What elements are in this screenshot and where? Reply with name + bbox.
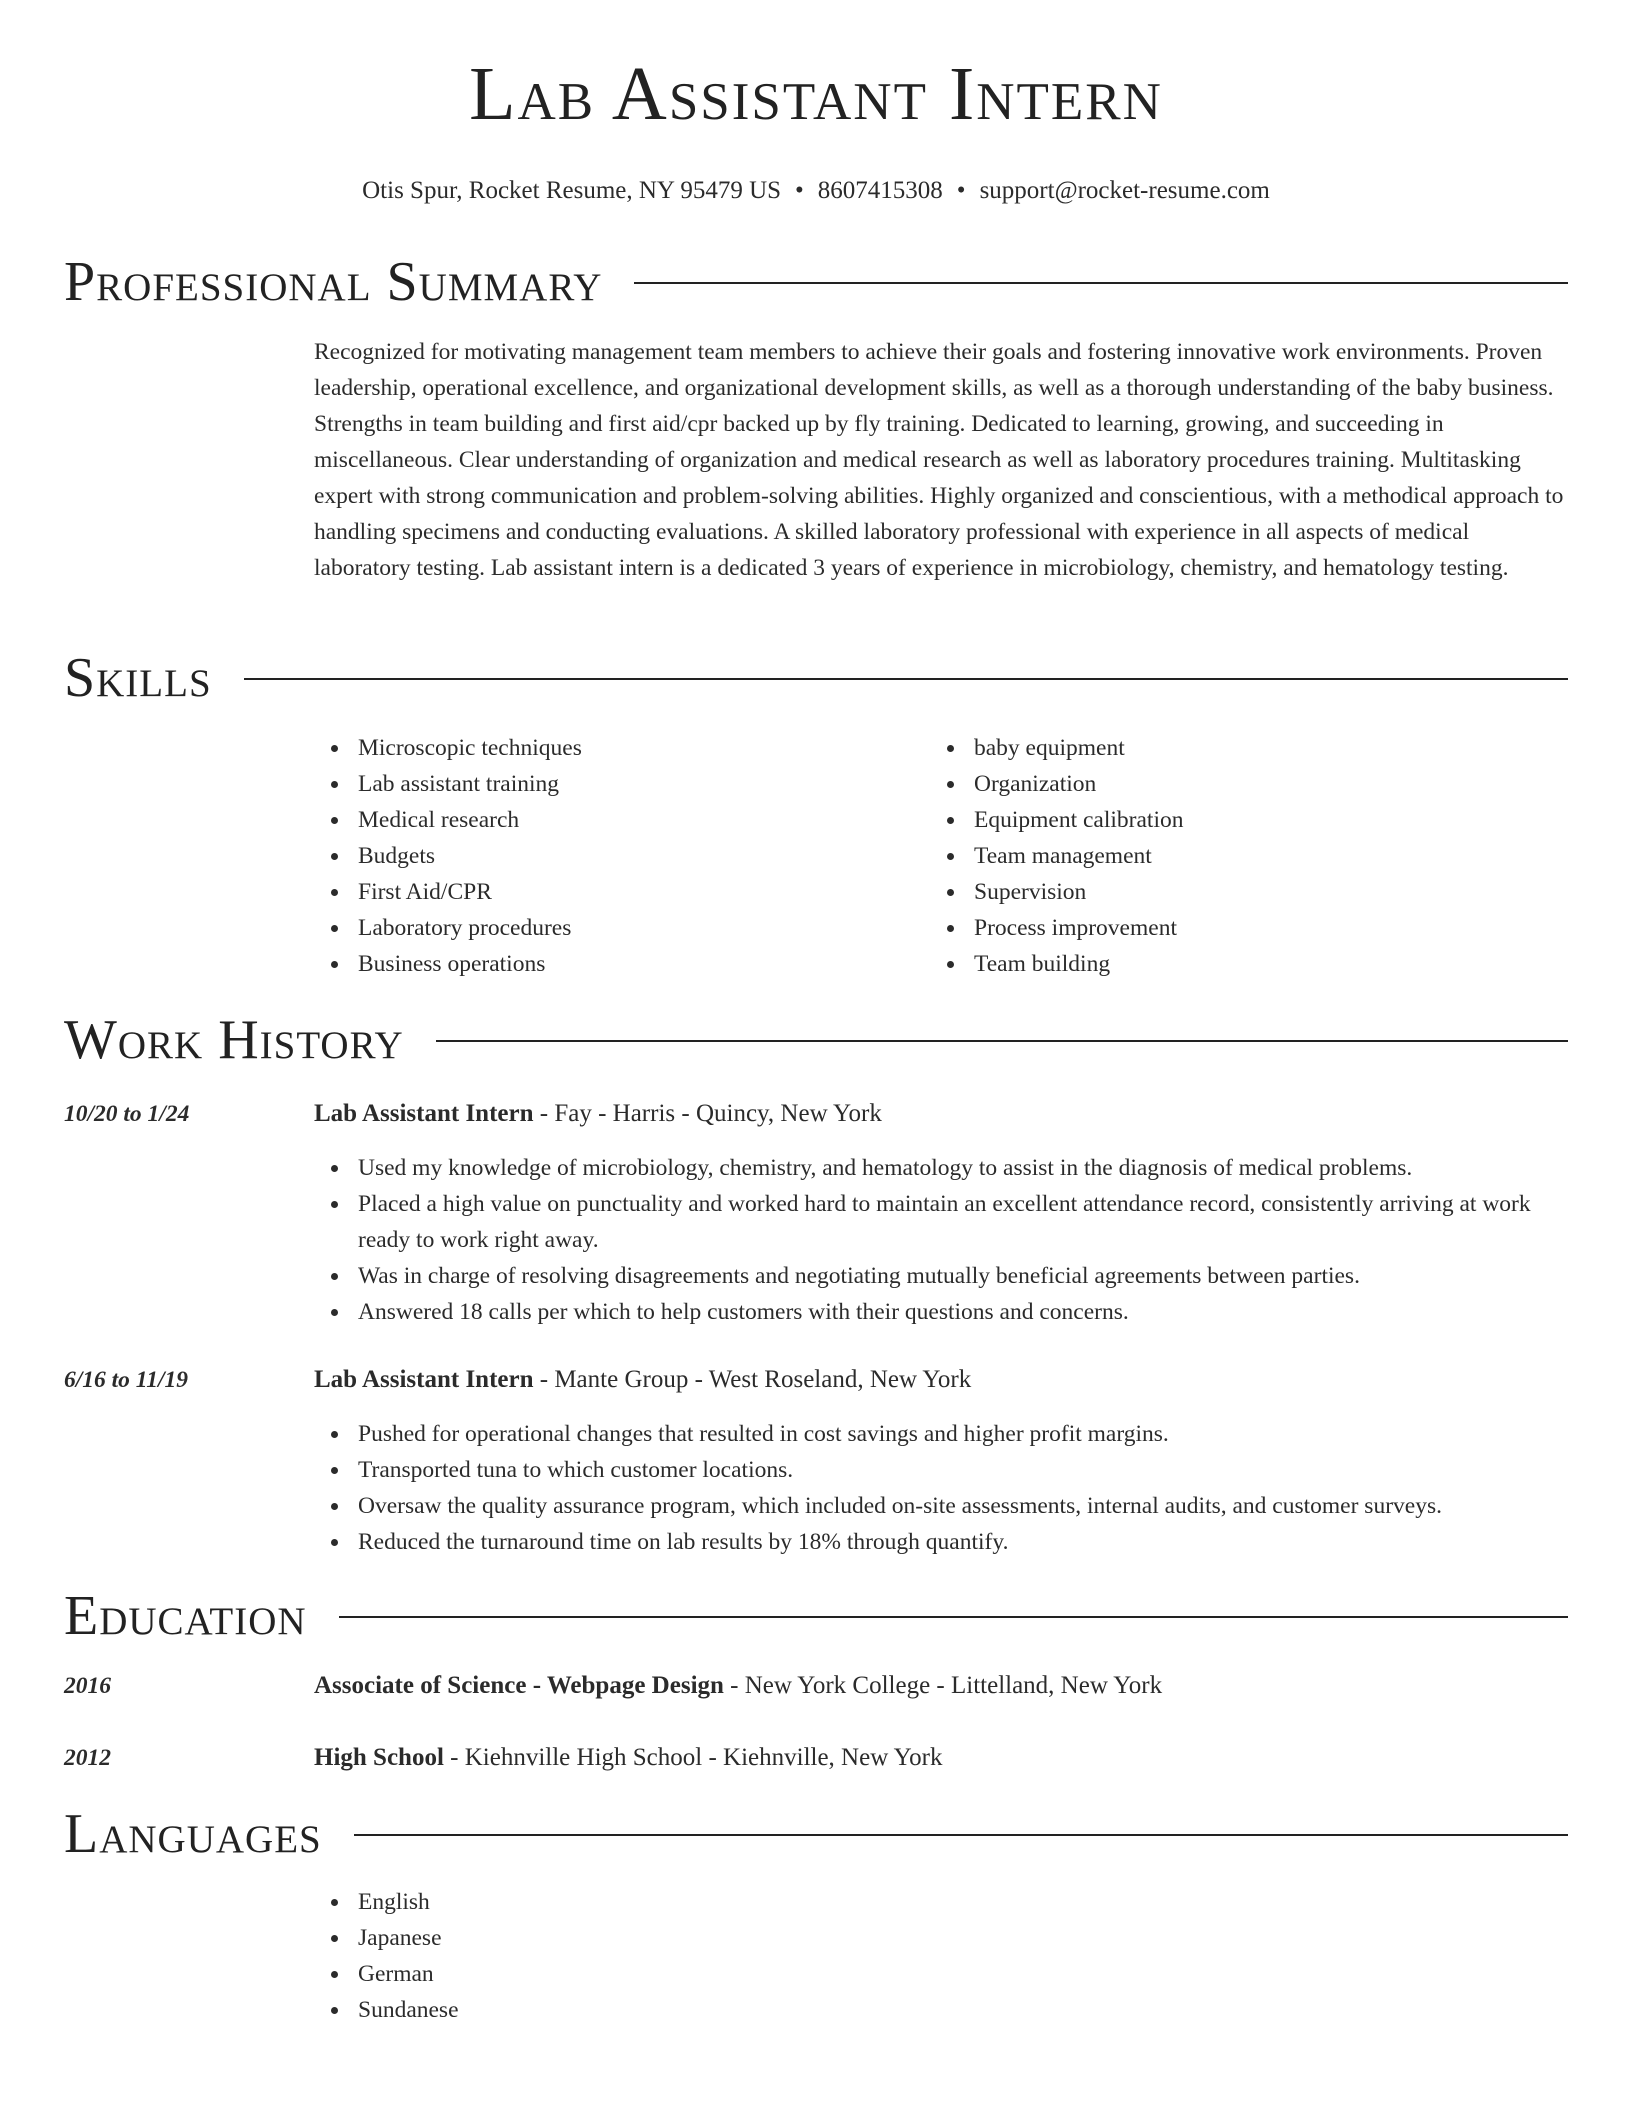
- education-school: - Kiehnville High School - Kiehnville, New York: [443, 1744, 943, 1771]
- education-heading: Education: [64, 1585, 307, 1647]
- job-duties: [314, 1150, 1568, 1330]
- skill-item: Budgets: [358, 838, 930, 874]
- resume-title: Lab Assistant Intern: [469, 52, 1163, 136]
- job-heading: [314, 1362, 1568, 1398]
- section-divider: [339, 1616, 1568, 1618]
- education-entry: [314, 1668, 1568, 1704]
- skill-item: Business operations: [358, 946, 930, 982]
- languages-heading: Languages: [64, 1803, 322, 1865]
- skills-heading: Skills: [64, 647, 212, 709]
- contact-separator: •: [795, 177, 804, 204]
- languages-block: [314, 1884, 1568, 2028]
- education-section-header: [64, 1585, 1568, 1647]
- skill-item: Medical research: [358, 802, 930, 838]
- summary-text: Recognized for motivating management team members to achieve their goals and fostering innovative work environments. Proven leadership, operational excellence, and organizational development skills, as well as a thorough understanding of the baby business. Strengths in team building and first aid/cpr backed up by fly training. Dedicated to learning, growing, and succeeding in miscellaneous. Clear understanding of organization and medical research as well as laboratory procedures training. Multitasking expert with strong communication and problem-solving abilities. Highly organized and conscientious, with a methodical approach to handling specimens and conducting evaluations. A skilled laboratory professional with experience in all aspects of medical laboratory testing. Lab assistant intern is a dedicated 3 years of experience in microbiology, chemistry, and hematology testing.: [314, 339, 1564, 581]
- education-school: - New York College - Littelland, New York: [723, 1672, 1163, 1699]
- job-bullet-list: [314, 1150, 1568, 1330]
- work-section-header: [64, 1009, 1568, 1071]
- skill-item: Equipment calibration: [974, 802, 1546, 838]
- contact-phone: 8607415308: [817, 177, 943, 204]
- language-item: Sundanese: [358, 1992, 1568, 2028]
- job-bullet: Placed a high value on punctuality and worked hard to maintain an excellent attendance record, consistently arriving at work ready to work right away.: [358, 1186, 1568, 1258]
- skills-list-right: [930, 730, 1546, 982]
- skill-item: Microscopic techniques: [358, 730, 930, 766]
- section-divider: [354, 1834, 1568, 1836]
- section-divider: [634, 282, 1568, 284]
- section-divider: [436, 1040, 1568, 1042]
- job-title: Lab Assistant Intern: [314, 1366, 534, 1393]
- job-title: Lab Assistant Intern: [314, 1100, 534, 1127]
- work-heading: Work History: [64, 1009, 404, 1071]
- job-duties: [314, 1416, 1568, 1560]
- job-bullet-list: [314, 1416, 1568, 1560]
- languages-list: [314, 1884, 1568, 2028]
- skill-item: Laboratory procedures: [358, 910, 930, 946]
- education-degree: Associate of Science - Webpage Design: [314, 1672, 724, 1699]
- job-employer: - Fay - Harris - Quincy, New York: [533, 1100, 882, 1127]
- skill-item: Team management: [974, 838, 1546, 874]
- education-degree: High School: [314, 1744, 444, 1771]
- section-divider: [244, 678, 1568, 680]
- skills-list-left: [314, 730, 930, 982]
- job-bullet: Reduced the turnaround time on lab results by 18% through quantify.: [358, 1524, 1568, 1560]
- language-item: German: [358, 1956, 1568, 1992]
- skill-item: Lab assistant training: [358, 766, 930, 802]
- languages-section-header: [64, 1803, 1568, 1865]
- skill-item: baby equipment: [974, 730, 1546, 766]
- skills-section-header: [64, 647, 1568, 709]
- job-dates: 10/20 to 1/24: [64, 1101, 190, 1127]
- summary-section-header: [64, 251, 1568, 313]
- job-bullet: Was in charge of resolving disagreements and negotiating mutually beneficial agreements between parties.: [358, 1258, 1568, 1294]
- skill-item: Organization: [974, 766, 1546, 802]
- job-heading: [314, 1096, 1568, 1132]
- contact-separator: •: [956, 177, 966, 204]
- education-entry: [314, 1740, 1568, 1776]
- job-bullet: Used my knowledge of microbiology, chemistry, and hematology to assist in the diagnosis of medical problems.: [358, 1150, 1568, 1186]
- contact-email: support@rocket-resume.com: [979, 177, 1270, 204]
- job-bullet: Oversaw the quality assurance program, which included on-site assessments, internal audits, and customer surveys.: [358, 1488, 1568, 1524]
- contact-address: Otis Spur, Rocket Resume, NY 95479 US: [362, 177, 782, 204]
- skills-block: [314, 730, 1568, 982]
- contact-line: [0, 176, 1632, 206]
- job-bullet: Answered 18 calls per which to help customers with their questions and concerns.: [358, 1294, 1568, 1330]
- language-item: English: [358, 1884, 1568, 1920]
- summary-block: [314, 334, 1568, 586]
- skill-item: First Aid/CPR: [358, 874, 930, 910]
- job-bullet: Transported tuna to which customer locations.: [358, 1452, 1568, 1488]
- education-year: 2012: [64, 1745, 111, 1771]
- skill-item: Process improvement: [974, 910, 1546, 946]
- skill-item: Supervision: [974, 874, 1546, 910]
- summary-heading: Professional Summary: [64, 251, 603, 313]
- language-item: Japanese: [358, 1920, 1568, 1956]
- job-employer: - Mante Group - West Roseland, New York: [533, 1366, 972, 1393]
- skill-item: Team building: [974, 946, 1546, 982]
- education-year: 2016: [64, 1673, 111, 1699]
- job-bullet: Pushed for operational changes that resulted in cost savings and higher profit margins.: [358, 1416, 1568, 1452]
- job-dates: 6/16 to 11/19: [64, 1367, 189, 1393]
